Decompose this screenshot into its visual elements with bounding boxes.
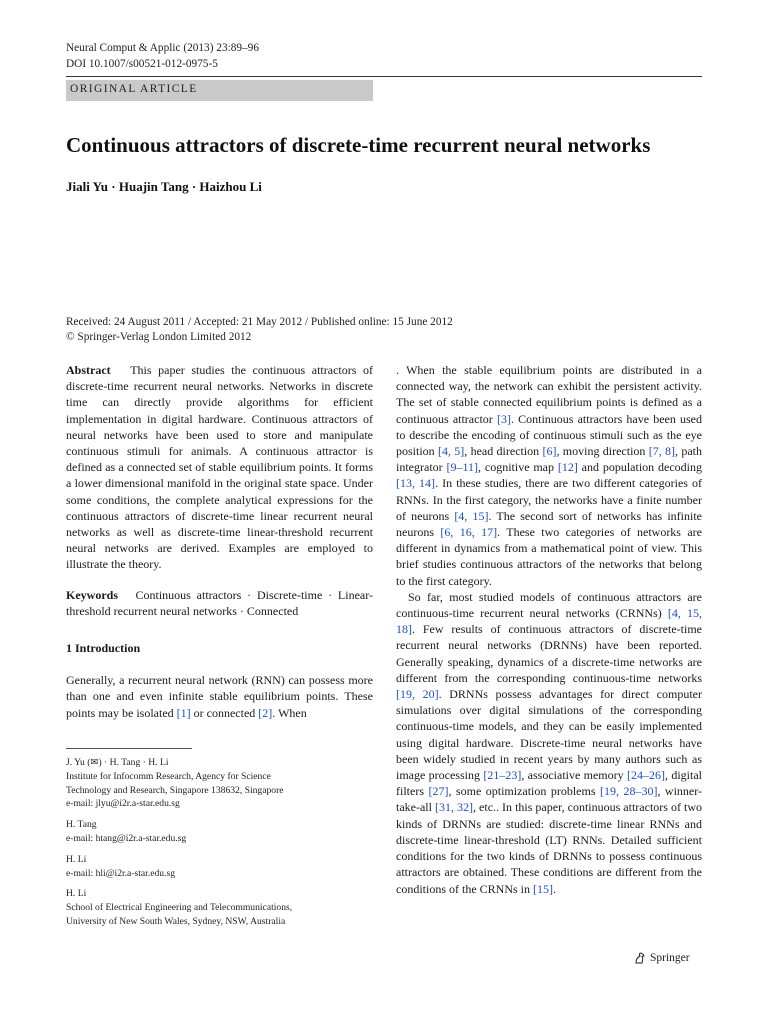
email-link[interactable]: e-mail: hli@i2r.a-star.edu.sg bbox=[66, 867, 176, 879]
keywords bbox=[66, 587, 373, 619]
affiliation-line: University of New South Wales, Sydney, NSW, Australia bbox=[66, 915, 286, 927]
footnote-name: H. Li bbox=[66, 853, 87, 865]
text-run: . Continuous attractors have been used to describe the encoding of continuous stimuli such as the eye position bbox=[396, 411, 702, 459]
citation-link[interactable]: [6, 16, 17] bbox=[440, 525, 498, 540]
text-run: , moving direction bbox=[556, 444, 649, 459]
intro-paragraph-1b bbox=[396, 362, 702, 589]
copyright-line: © Springer-Verlag London Limited 2012 bbox=[66, 331, 252, 343]
citation-link[interactable]: [2] bbox=[258, 705, 273, 720]
publication-dates bbox=[66, 315, 453, 345]
text-run: . When bbox=[272, 705, 307, 720]
text-run: . Few results of continuous attractors of discrete-time recurrent neural networks (DRNNs) have been reported. Generally speaking, dynamics of a discrete-time networks are different from the corresponding continuous-time networks bbox=[396, 622, 702, 685]
text-run: . The second sort of networks has infinite neurons bbox=[396, 508, 702, 540]
text-run: , winner-take-all bbox=[396, 784, 702, 815]
citation-link[interactable]: [3] bbox=[496, 411, 511, 426]
affiliation-line: Technology and Research, Singapore 138632, Singapore bbox=[66, 784, 284, 796]
text-run: or connected bbox=[190, 705, 259, 720]
publisher-logo bbox=[633, 951, 690, 965]
citation-link[interactable]: [15] bbox=[533, 881, 553, 896]
footnote-name: H. Li bbox=[66, 888, 87, 900]
citation-link[interactable]: [19, 20] bbox=[396, 687, 439, 702]
citation-link[interactable]: [1] bbox=[176, 705, 191, 720]
abstract bbox=[66, 362, 373, 573]
citation-link[interactable]: [24–26] bbox=[626, 768, 665, 783]
citation-link[interactable]: [4, 5] bbox=[437, 444, 465, 459]
citation-link[interactable]: [4, 15, 18] bbox=[396, 606, 703, 637]
text-run: . When the stable equilibrium points are distributed in a connected way, the network can exhibit the persistent activity. The set of stable connected equilibrium points is defined as a continuous attractor bbox=[396, 363, 702, 426]
citation-link[interactable]: [27] bbox=[428, 784, 449, 799]
text-run: . In these studies, there are two different categories of RNNs. In the first category, the networks have a finite number of neurons bbox=[396, 476, 702, 523]
intro-paragraph-1a bbox=[66, 672, 373, 721]
text-run: . DRNNs possess advantages for direct computer simulations over digital simulations of the corresponding continuous-time models, and they can be easily implemented using digital hardware. Discrete-time neural networks have been widely studied in recent years by many authors such as image processing bbox=[396, 687, 702, 783]
text-run: , associative memory bbox=[521, 768, 627, 783]
author-list: Jiali Yu · Huajin Tang · Haizhou Li bbox=[66, 179, 262, 194]
left-column bbox=[66, 362, 373, 721]
keywords-label: Keywords bbox=[66, 587, 118, 602]
citation-link[interactable]: [21–23] bbox=[483, 768, 522, 783]
article-type-label: ORIGINAL ARTICLE bbox=[70, 83, 198, 95]
paper-title: Continuous attractors of discrete-time recurrent neural networks bbox=[66, 133, 651, 157]
section-heading-introduction: 1 Introduction bbox=[66, 641, 141, 656]
citation-link[interactable]: [12] bbox=[557, 460, 578, 475]
email-link[interactable]: e-mail: htang@i2r.a-star.edu.sg bbox=[66, 832, 187, 844]
journal-citation: Neural Comput & Applic (2013) 23:89–96 bbox=[66, 42, 259, 54]
citation-link[interactable]: [13, 14] bbox=[396, 476, 436, 491]
affiliation-line: Institute for Infocomm Research, Agency for Science bbox=[66, 770, 271, 782]
text-run: Generally, a recurrent neural network (RNN) can possess more than one and even infinite stable equilibrium points. These points may be isolated bbox=[66, 673, 373, 720]
footnote-authors: J. Yu (✉) · H. Tang · H. Li bbox=[66, 757, 169, 768]
citation-link[interactable]: [4, 15] bbox=[454, 508, 489, 523]
text-run: . bbox=[553, 881, 556, 896]
right-column bbox=[396, 362, 702, 897]
abstract-label: Abstract bbox=[66, 363, 111, 377]
doi[interactable]: DOI 10.1007/s00521-012-0975-5 bbox=[66, 58, 218, 70]
abstract-text: This paper studies the continuous attractors of discrete-time recurrent neural networks. Networks in discrete time can directly provide algorithms for efficient implementation in digital hardware. Continuous attractors of neural networks have been used to store and manipulate continuous stimuli for animals. A continuous attractor is defined as a connected set of stable equilibrium points. It forms a lower dimensional manifold in the original state space. Under some conditions, the complete analytical expressions for the continuous attractors of discrete-time linear recurrent neural networks as well as discrete-time linear-threshold recurrent neural networks are derived. Examples are employed to illustrate the theory. bbox=[66, 363, 373, 572]
text-run: , digital filters bbox=[396, 768, 702, 799]
springer-horse-icon bbox=[633, 951, 647, 965]
publisher-name: Springer bbox=[650, 952, 690, 964]
email-link[interactable]: e-mail: jlyu@i2r.a-star.edu.sg bbox=[66, 798, 180, 810]
text-run: , some optimization problems bbox=[448, 784, 600, 799]
citation-link[interactable]: [9–11] bbox=[446, 460, 479, 475]
citation-link[interactable]: [6] bbox=[542, 444, 557, 459]
header-rule bbox=[66, 76, 702, 77]
journal-header bbox=[66, 40, 259, 72]
intro-paragraph-2 bbox=[396, 589, 702, 897]
keywords-text: Continuous attractors · Discrete-time · Linear-threshold recurrent neural networks · Connected bbox=[66, 587, 373, 618]
author-affiliations bbox=[66, 756, 373, 929]
text-run: and population decoding bbox=[577, 460, 702, 475]
text-run: , path integrator bbox=[396, 444, 702, 475]
footnote-rule bbox=[66, 748, 192, 749]
text-run: So far, most studied models of continuous attractors are continuous-time recurrent neural networks (CRNNs) bbox=[396, 589, 702, 621]
article-type-banner bbox=[66, 80, 373, 101]
citation-link[interactable]: [31, 32] bbox=[435, 800, 474, 815]
text-run: , cognitive map bbox=[478, 460, 558, 475]
text-run: . These two categories of networks are different in dynamics from a mathematical point of view. This brief studies continuous attractors of the networks that belong to the first category. bbox=[396, 525, 702, 588]
footnote-name: H. Tang bbox=[66, 819, 97, 831]
text-run: , head direction bbox=[464, 444, 543, 459]
text-run: , etc.. In this paper, continuous attractors of two kinds of DRNNs are studied: discrete-time linear RNNs and discrete-time linear-threshold (LT) RNNs. Detailed sufficient conditions for the two kinds of DRNNs to possess continuous attractors are obtained. These conditions are different from the conditions of the CRNNs in bbox=[396, 800, 702, 896]
citation-link[interactable]: [7, 8] bbox=[648, 444, 676, 459]
citation-link[interactable]: [19, 28–30] bbox=[599, 784, 658, 799]
affiliation-line: School of Electrical Engineering and Telecommunications, bbox=[66, 902, 293, 914]
date-history: Received: 24 August 2011 / Accepted: 21 May 2012 / Published online: 15 June 2012 bbox=[66, 316, 453, 328]
